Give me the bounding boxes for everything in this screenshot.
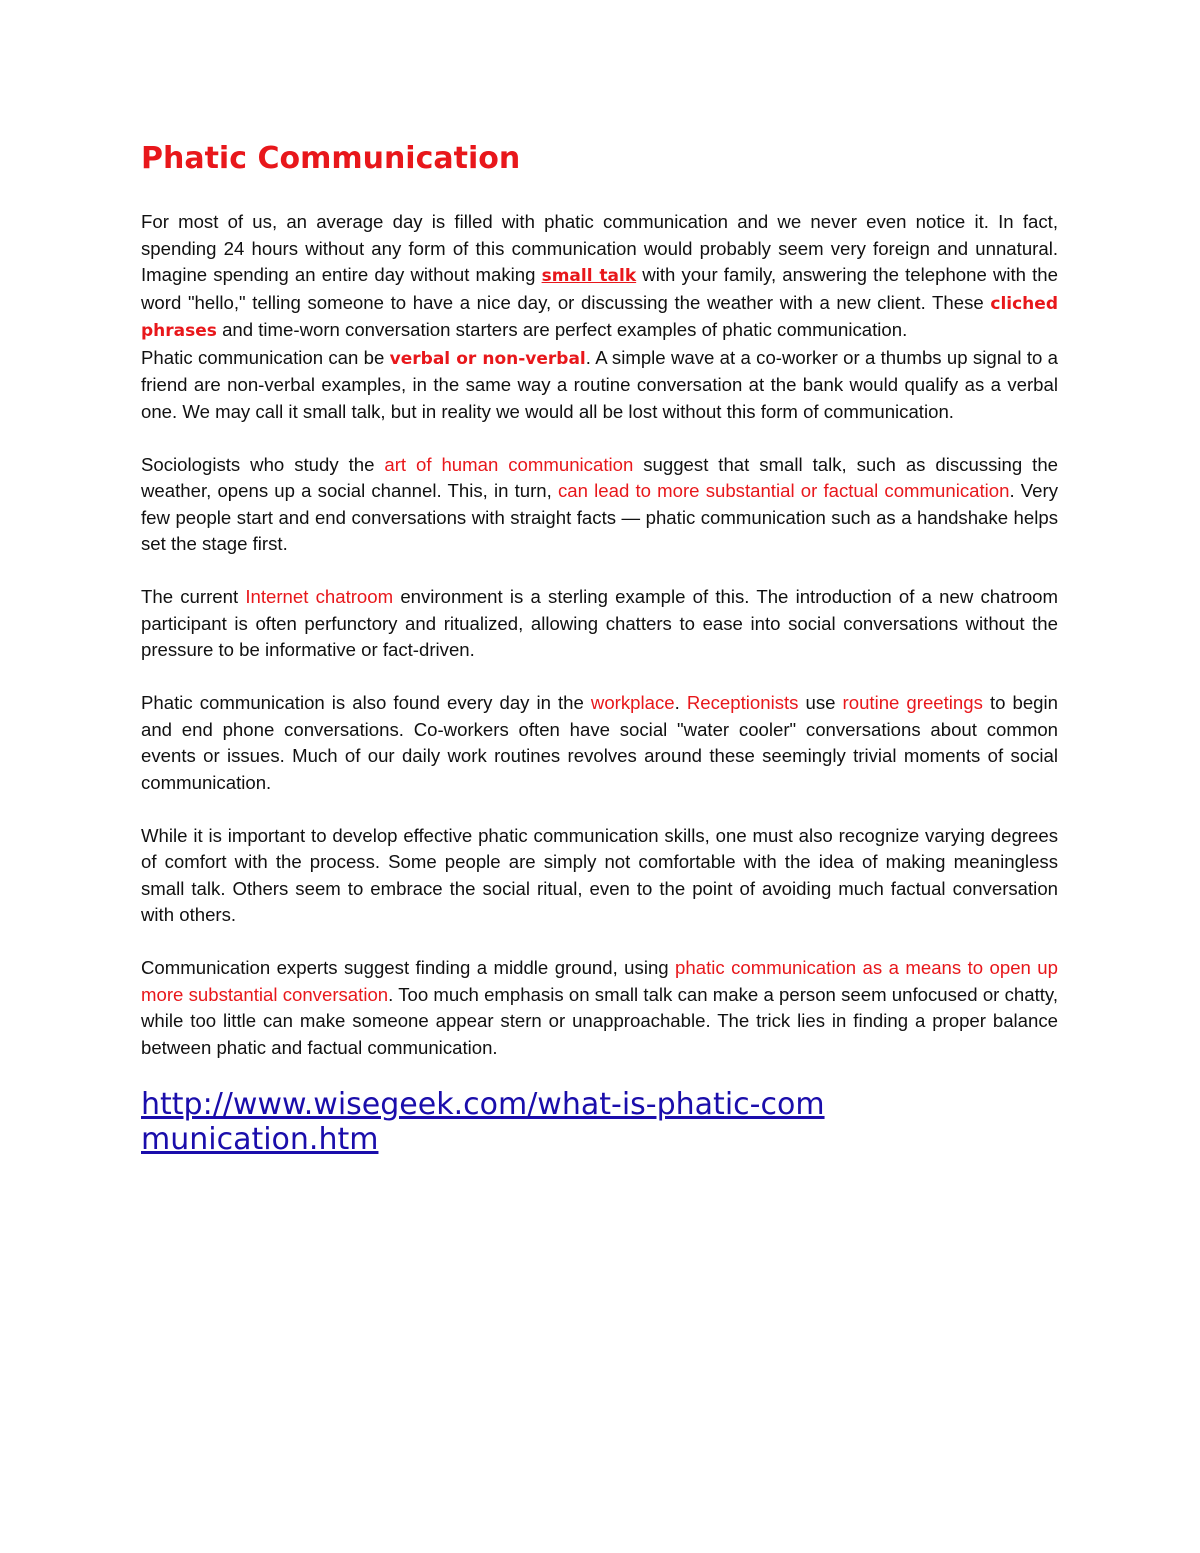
internet-chatroom-highlight: Internet chatroom [245, 586, 394, 607]
paragraph-sociologists [141, 452, 1058, 558]
verbal-nonverbal-highlight: verbal or non-verbal [389, 348, 586, 369]
paragraph-text: While it is important to develop effective phatic communication skills, one must also recognize varying degrees of comfort with the process. Some people are simply not comfortable with the idea of making meaningless small talk. Others seem to embrace the social ritual, even to the point of avoiding much factual conversation with others. [141, 824, 1058, 925]
paragraph-text: Phatic communication can be [141, 346, 390, 368]
cliched-phrases-highlight: cliched phrases [141, 293, 1058, 341]
paragraph-verbal [141, 345, 1058, 426]
paragraph-text: Sociologists who study the [141, 453, 385, 475]
paragraph-text: with your family, answering the telephone with the word "hello," telling someone to have a nice day, or discussing the weather with a new client. These [141, 264, 1058, 313]
means-highlight: phatic communication as a means to open up more substantial conversation [141, 957, 1058, 1005]
routine-greetings-highlight: routine greetings [842, 692, 983, 713]
paragraph-text: . Very few people start and end conversations with straight facts — phatic communication such as a handshake helps set the stage first. [141, 480, 1059, 554]
substantial-communication-highlight: can lead to more substantial or factual communication [558, 480, 1010, 501]
paragraph-middle-ground [141, 955, 1058, 1061]
paragraph-text: Communication experts suggest finding a middle ground, using [141, 957, 676, 978]
paragraph-text: suggest that small talk, such as discussing the weather, opens up a social channel. This, in turn, [141, 453, 1059, 501]
paragraph-text: . A simple wave at a co-worker or a thumbs up signal to a friend are non-verbal examples, in the same way a routine conversation at the bank would qualify as a verbal one. We may call it small talk, but in reality we would all be lost without this form of communication. [141, 346, 1058, 422]
paragraph-text: to begin and end phone conversations. Co-workers often have social "water cooler" conversations about common events or issues. Much of our daily work routines revolves around these seemingly trivial moments of social communication. [141, 692, 1058, 793]
document-title: Phatic Communication [141, 141, 521, 176]
paragraph-intro [141, 209, 1058, 345]
paragraph-text: For most of us, an average day is filled with phatic communication and we never even notice it. In fact, spending 24 hours without any form of this communication would probably seem very foreign and unnatural. Imagine spending an entire day without making [141, 211, 1058, 285]
paragraph-text: . [674, 692, 687, 713]
small-talk-link[interactable]: small talk [541, 266, 637, 286]
document-body [141, 138, 1058, 1157]
paragraph-text: Phatic communication is also found every day in the [141, 692, 591, 713]
workplace-highlight: workplace [590, 692, 675, 713]
paragraph-workplace [141, 690, 1058, 796]
art-of-communication-highlight: art of human communication [384, 453, 634, 475]
paragraph-text: environment is a sterling example of this. The introduction of a new chatroom participant is often perfunctory and ritualized, allowing chatters to ease into social conversations without the pressure to be informative or fact-driven. [141, 586, 1059, 660]
paragraph-text: and time-worn conversation starters are perfect examples of phatic communication. [216, 319, 908, 340]
paragraph-text: . Too much emphasis on small talk can make a person seem unfocused or chatty, while too little can make someone appear stern or unapproachable. The trick lies in finding a proper balance between phatic and factual communication. [141, 983, 1058, 1058]
paragraph-comfort [141, 823, 1058, 929]
paragraph-chatroom [141, 584, 1058, 664]
receptionists-highlight: Receptionists [686, 692, 799, 713]
source-url-link[interactable]: http://www.wisegeek.com/what-is-phatic-communication.htm [141, 1087, 825, 1157]
paragraph-text: The current [141, 586, 246, 607]
paragraph-text: use [798, 692, 843, 713]
